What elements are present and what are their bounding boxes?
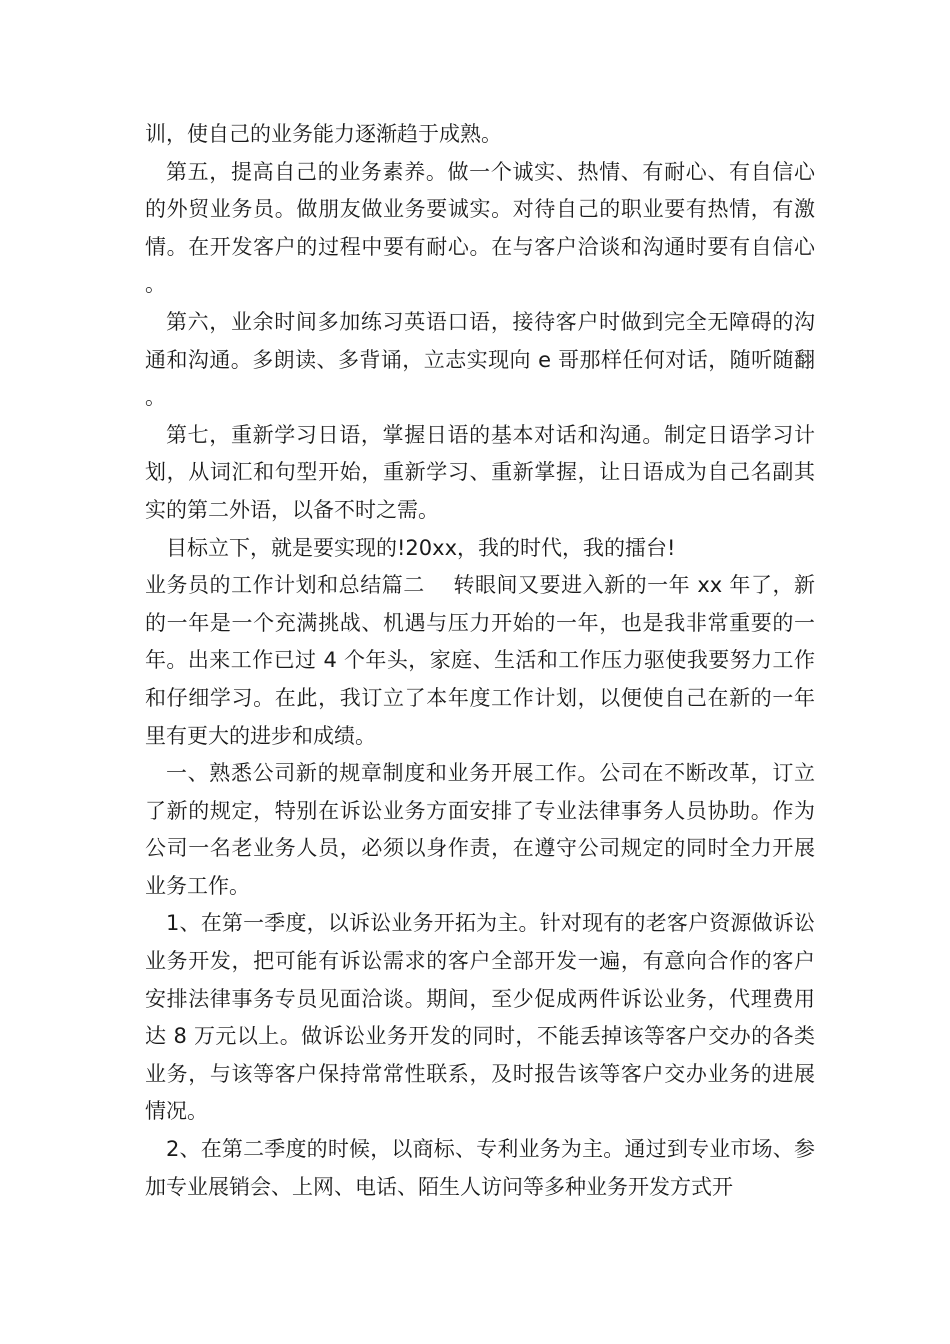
paragraph: 第五，提高自己的业务素养。做一个诚实、热情、有耐心、有自信心的外贸业务员。做朋友做业务要诚实。对待自己的职业要有热情，有激情。在开发客户的过程中要有耐心。在与客户洽谈和沟通时要有自信心。	[145, 159, 815, 297]
paragraph: 1、在第一季度，以诉讼业务开拓为主。针对现有的老客户资源做诉讼业务开发，把可能有诉讼需求的客户全部开发一遍，有意向合作的客户安排法律事务专员见面洽谈。期间，至少促成两件诉讼业务，代理费用达 8 万元以上。做诉讼业务开发的同时，不能丢掉该等客户交办的各类业务，与该等客户保持常常性联系，及时报告该等客户交办业务的进展情况。	[145, 911, 815, 1124]
paragraph: 目标立下，就是要实现的!20xx，我的时代，我的擂台!	[166, 535, 676, 560]
paragraph: 训，使自己的业务能力逐渐趋于成熟。	[145, 122, 502, 146]
paragraph: 一、熟悉公司新的规章制度和业务开展工作。公司在不断改革，订立了新的规定，特别在诉讼业务方面安排了专业法律事务人员协助。作为公司一名老业务人员，必须以身作责，在遵守公司规定的同时全力开展业务工作。	[145, 761, 815, 898]
paragraph: 第七，重新学习日语，掌握日语的基本对话和沟通。制定日语学习计划，从词汇和句型开始，重新学习、重新掌握，让日语成为自己名副其实的第二外语，以备不时之需。	[145, 422, 815, 522]
paragraph: 第六，业余时间多加练习英语口语，接待客户时做到完全无障碍的沟通和沟通。多朗读、多背诵，立志实现向 e 哥那样任何对话，随听随翻。	[145, 309, 815, 410]
paragraph: 2、在第二季度的时候，以商标、专利业务为主。通过到专业市场、参加专业展销会、上网、电话、陌生人访问等多种业务开发方式开	[145, 1137, 815, 1199]
document-body	[145, 116, 815, 1206]
paragraph: 业务员的工作计划和总结篇二 转眼间又要进入新的一年 xx 年了，新的一年是一个充满挑战、机遇与压力开始的一年，也是我非常重要的一年。出来工作已过 4 个年头，家庭、生活和工作压力驱使我要努力工作和仔细学习。在此，我订立了本年度工作计划，以便使自己在新的一年里有更大的进步和成绩。	[145, 573, 815, 748]
